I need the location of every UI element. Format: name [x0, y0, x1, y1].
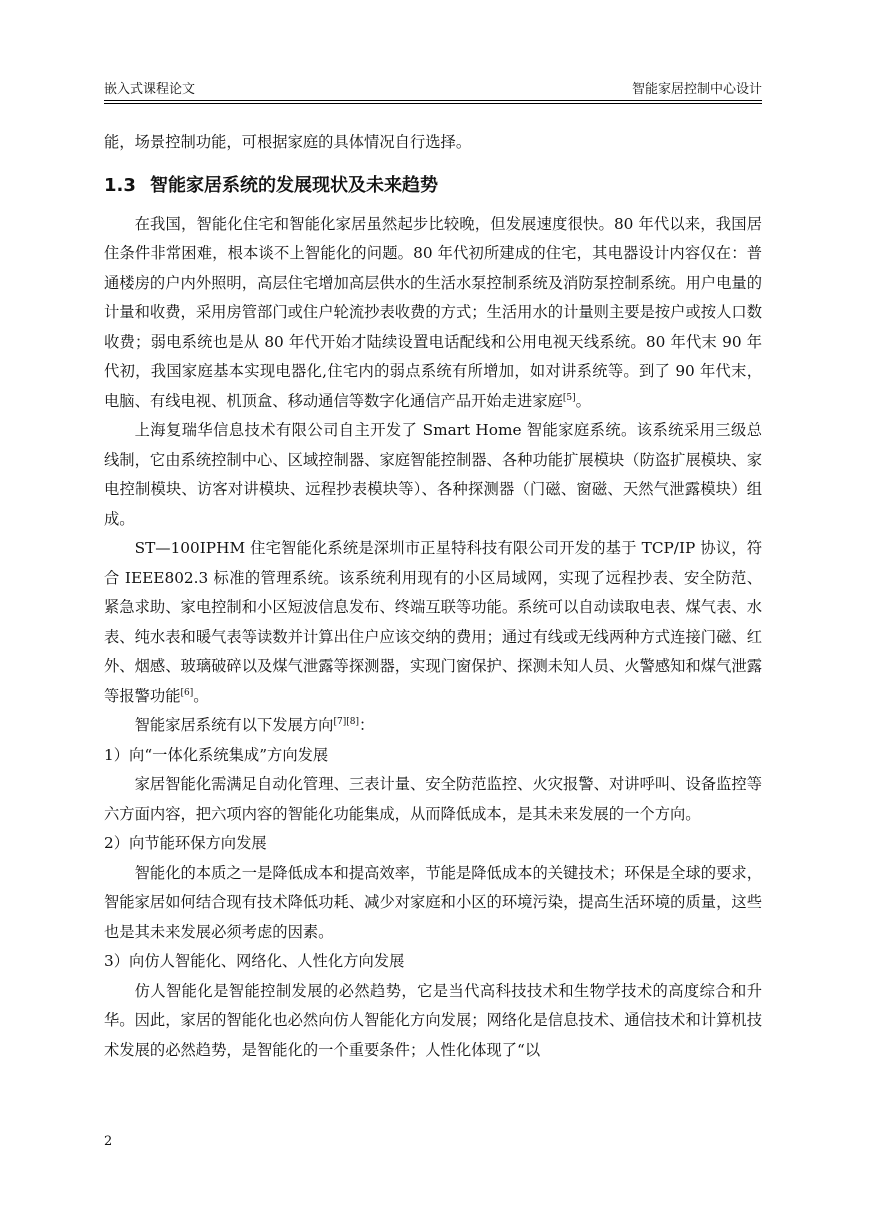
- section-title: 智能家居系统的发展现状及未来趋势: [150, 174, 438, 196]
- section-heading: [104, 171, 762, 201]
- paragraph-2: 上海复瑞华信息技术有限公司自主开发了 Smart Home 智能家庭系统。该系统采用三级总线制，它由系统控制中心、区域控制器、家庭智能控制器、各种功能扩展模块（防盗扩展模块、家电控制模块、访客对讲模块、远程抄表模块等）、各种探测器（门磁、窗磁、天然气泄露模块）组成。: [104, 421, 762, 528]
- continuation-paragraph: 能，场景控制功能，可根据家庭的具体情况自行选择。: [104, 133, 472, 151]
- citation: [6]: [180, 687, 194, 698]
- list-item-2-text: 智能化的本质之一是降低成本和提高效率，节能是降低成本的关键技术；环保是全球的要求，智能家居如何结合现有技术降低功耗、减少对家庭和小区的环境污染，提高生活环境的质量，这些也是其未来发展必须考虑的因素。: [104, 863, 762, 941]
- page-body: [104, 128, 762, 1065]
- list-item-1-text: 家居智能化需满足自动化管理、三表计量、安全防范监控、火灾报警、对讲呼叫、设备监控等六方面内容，把六项内容的智能化功能集成，从而降低成本，是其未来发展的一个方向。: [104, 775, 762, 823]
- header-rule: [104, 100, 762, 101]
- citation: [7]: [333, 716, 347, 727]
- punctuation: ：: [358, 716, 375, 734]
- header-rule-thin: [104, 103, 762, 104]
- list-item-3-title: 3）向仿人智能化、网络化、人性化方向发展: [104, 952, 405, 970]
- list-item-1-title: 1）向“一体化系统集成”方向发展: [104, 745, 329, 764]
- list-item-3-text: 仿人智能化是智能控制发展的必然趋势，它是当代高科技技术和生物学技术的高度综合和升华。因此，家居的智能化也必然向仿人智能化方向发展；网络化是信息技术、通信技术和计算机技术发展的必然趋势，是智能化的一个重要条件；人性化体现了“以: [104, 981, 762, 1059]
- header-left-title: 嵌入式课程论文: [104, 82, 196, 97]
- citation: [8]: [346, 716, 359, 727]
- section-number: 1.3: [104, 174, 136, 196]
- punctuation: 。: [575, 391, 591, 410]
- paragraph-4: [104, 711, 762, 741]
- page-number: 2: [104, 1134, 113, 1149]
- punctuation: 。: [193, 686, 209, 705]
- paragraph-1: [104, 210, 762, 417]
- citation: [5]: [562, 392, 576, 403]
- list-item-2-title: 2）向节能环保方向发展: [104, 834, 267, 852]
- paragraph-4-text: 智能家居系统有以下发展方向: [134, 716, 334, 734]
- paragraph-1-text: 在我国，智能化住宅和智能化家居虽然起步比较晚，但发展速度很快。80 年代以来，我国居住条件非常困难，根本谈不上智能化的问题。80 年代初所建成的住宅，其电器设计内容仅在：普通楼房的户内外照明，高层住宅增加高层供水的生活水泵控制系统及消防泵控制系统。用户电量的计量和收费，采用房管部门或住户轮流抄表收费的方式；生活用水的计量则主要是按户或按人口数收费；弱电系统也是从 80 年代开始才陆续设置电话配线和公用电视天线系统。80 年代末 90 年代初，我国家庭基本实现电器化,住宅内的弱点系统有所增加，如对讲系统等。到了 90 年代末，电脑、有线电视、机顶盒、移动通信等数字化通信产品开始走进家庭: [104, 214, 762, 410]
- paragraph-3-text: ST—100IPHM 住宅智能化系统是深圳市正星特科技有限公司开发的基于 TCP/IP 协议，符合 IEEE802.3 标准的管理系统。该系统利用现有的小区局域网，实现了远程抄表、安全防范、紧急求助、家电控制和小区短波信息发布、终端互联等功能。系统可以自动读取电表、煤气表、水表、纯水表和暖气表等读数并计算出住户应该交纳的费用；通过有线或无线两种方式连接门磁、红外、烟感、玻璃破碎以及煤气泄露等探测器，实现门窗保护、探测未知人员、火警感知和煤气泄露等报警功能: [104, 539, 762, 705]
- paragraph-3: [104, 534, 762, 711]
- header-right-title: 智能家居控制中心设计: [631, 82, 762, 97]
